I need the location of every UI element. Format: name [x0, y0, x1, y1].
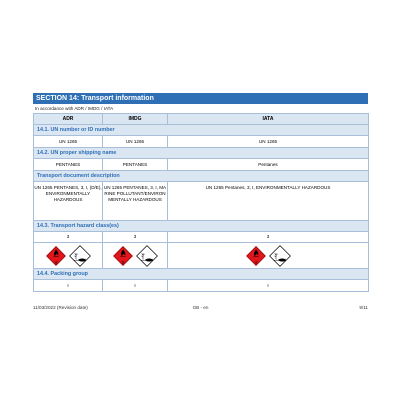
packing-group-imdg: I	[103, 280, 168, 292]
transport-table	[33, 113, 369, 292]
hazard-class-adr: 3	[34, 232, 103, 243]
transport-doc-heading: Transport document description	[34, 171, 369, 182]
shipping-name-row	[34, 159, 369, 171]
hazard-class-iata: 3	[168, 232, 369, 243]
shipping-name-imdg: PENTANES	[103, 159, 168, 171]
hazard-class-row	[34, 232, 369, 243]
flammable-class-number: 3	[122, 259, 125, 264]
flammable-liquid-diamond-icon	[112, 245, 134, 267]
pictograms-iata	[168, 243, 369, 269]
flammable-liquid-diamond-icon	[245, 245, 267, 267]
page-number: 9/11	[359, 305, 368, 310]
packing-group-heading: 14.4. Packing group	[34, 269, 369, 280]
un-number-iata: UN 1265	[168, 136, 369, 148]
pictograms-imdg	[103, 243, 168, 269]
hazard-class-heading: 14.3. Transport hazard class(es)	[34, 221, 369, 232]
column-header-iata: IATA	[168, 114, 369, 125]
shipping-name-iata: Pentanes	[168, 159, 369, 171]
pictogram-row	[34, 243, 369, 269]
transport-doc-adr: UN 1265 PENTANES, 3, I, (D/E), ENVIRONMENTALLY HAZARDOUS	[34, 182, 103, 221]
pictograms-adr	[34, 243, 103, 269]
shipping-name-adr: PENTANES	[34, 159, 103, 171]
transport-doc-row	[34, 182, 369, 221]
packing-group-iata: I	[168, 280, 369, 292]
transport-doc-iata: UN 1265 Pentanes, 3, I, ENVIRONMENTALLY HAZARDOUS	[168, 182, 369, 221]
un-number-adr: UN 1265	[34, 136, 103, 148]
flammable-class-number: 3	[255, 259, 258, 264]
section-title: SECTION 14: Transport information	[33, 93, 368, 104]
page-footer	[33, 305, 368, 313]
un-number-row	[34, 136, 369, 148]
packing-group-adr: I	[34, 280, 103, 292]
transport-doc-imdg: UN 1265 PENTANES, 3, I, MARINE POLLUTANT/ENVIRONMENTALLY HAZARDOUS	[103, 182, 168, 221]
environment-hazard-diamond-icon	[69, 245, 91, 267]
column-headers	[34, 114, 369, 125]
un-number-heading: 14.1. UN number or ID number	[34, 125, 369, 136]
compliance-note: In accordance with ADR / IMDG / IATA	[35, 106, 114, 111]
hazard-class-imdg: 3	[103, 232, 168, 243]
locale-label: GB - en	[192, 305, 209, 310]
column-header-imdg: IMDG	[103, 114, 168, 125]
transport-section	[33, 93, 368, 292]
column-header-adr: ADR	[34, 114, 103, 125]
flammable-class-number: 3	[55, 259, 58, 264]
environment-hazard-diamond-icon	[136, 245, 158, 267]
shipping-name-heading: 14.2. UN proper shipping name	[34, 148, 369, 159]
environment-hazard-diamond-icon	[269, 245, 291, 267]
flammable-liquid-diamond-icon	[45, 245, 67, 267]
packing-group-row	[34, 280, 369, 292]
un-number-imdg: UN 1265	[103, 136, 168, 148]
revision-date: 11/03/2022 (Revision date)	[33, 305, 88, 310]
